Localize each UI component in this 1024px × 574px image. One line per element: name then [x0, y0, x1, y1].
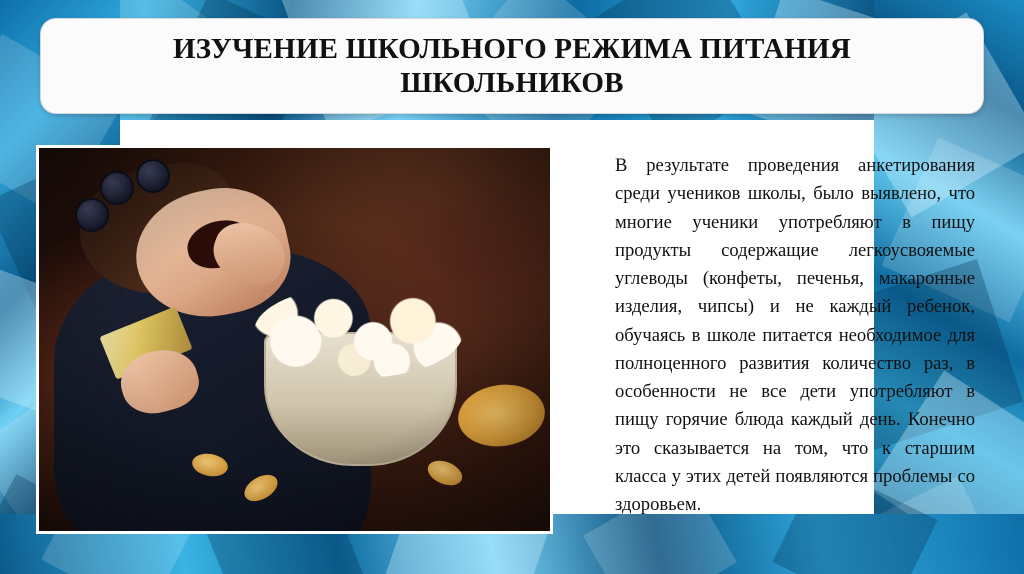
body-paragraph: В результате проведения анкетирования среди учеников школы, было выявлено, что многие ученики употребляют в пищу продукты содержащие легкоусвояемые углеводы (конфеты, печенья, макаронные изделия, чипсы) и не каждый ребенок, обучаясь в школе питается необходимое для полноценного развития количество раз, в особенности не все дети употребляют в пищу горячие блюда каждый день. Конечно это сказывается на том, что к старшим класса у этих детей появляются проблемы со здоровьем.: [615, 155, 975, 515]
photo-vignette: [39, 148, 550, 531]
body-text-block: [615, 152, 975, 519]
title-plate: [40, 18, 984, 114]
page-title: ИЗУЧЕНИЕ ШКОЛЬНОГО РЕЖИМА ПИТАНИЯ ШКОЛЬНИКОВ: [173, 32, 851, 99]
photo-image: [39, 148, 550, 531]
slide-photo: [36, 145, 553, 534]
